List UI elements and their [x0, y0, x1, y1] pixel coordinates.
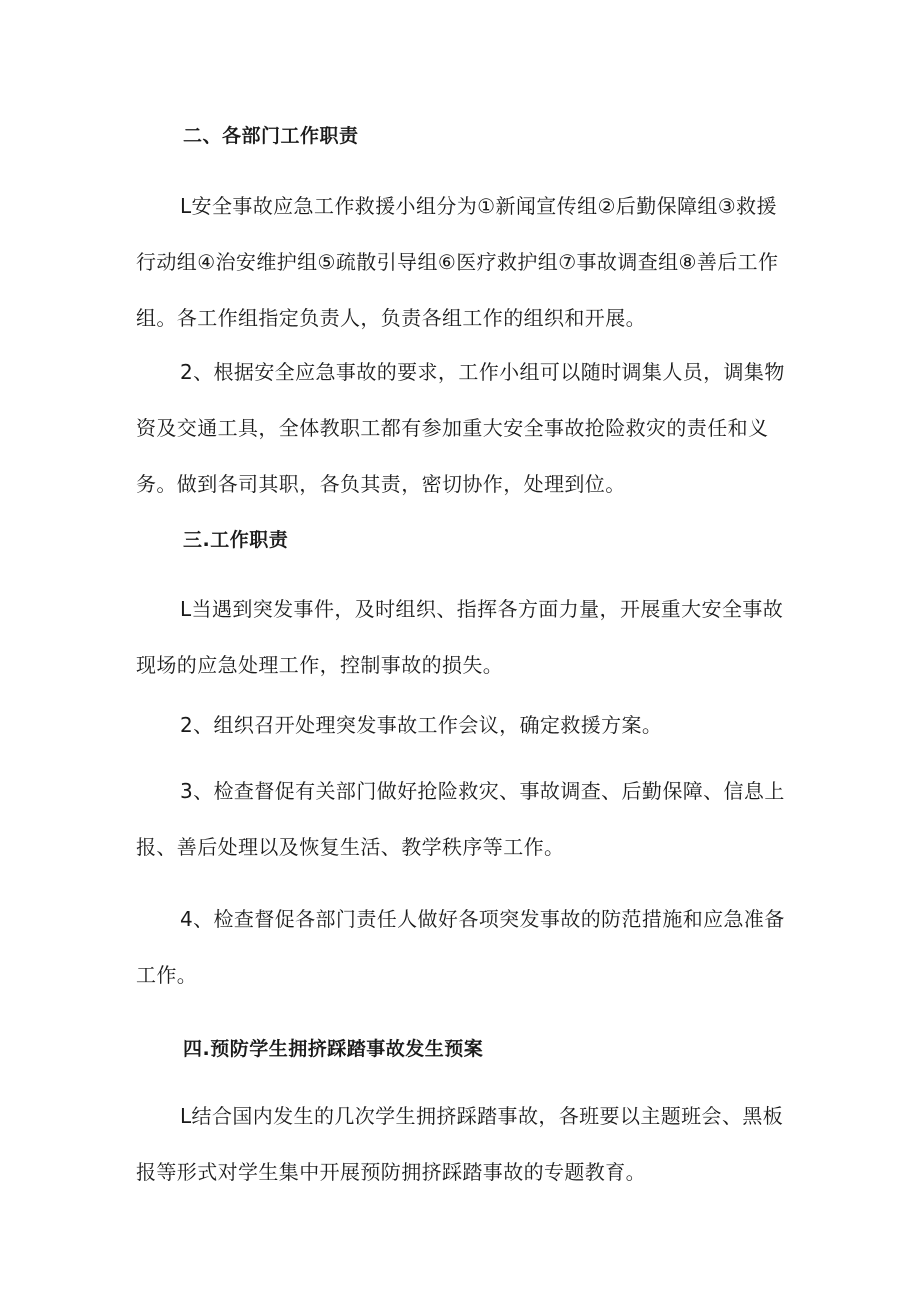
- section-heading-responsibilities: 二、各部门工作职责: [183, 125, 359, 147]
- paragraph-meeting: 2、组织召开处理突发事故工作会议，确定救援方案。: [180, 713, 663, 737]
- paragraph-mobilize-resources: 2、根据安全应急事故的要求，工作小组可以随时调集人员，调集物资及交通工具，全体教职工都有参加重大安全事故抢险救灾的责任和义务。做到各司其职，各负其责，密切协作，处理到位。: [136, 360, 785, 496]
- paragraph-emergency-command: L当遇到突发事件，及时组织、指挥各方面力量，开展重大安全事故现场的应急处理工作，控制事故的损失。: [136, 597, 784, 677]
- paragraph-rescue-groups: L安全事故应急工作救援小组分为①新闻宣传组②后勤保障组③救援行动组④治安维护组⑤疏散引导组⑥医疗救护组⑦事故调查组⑧善后工作组。各工作组指定负责人，负责各组工作的组织和开展。: [136, 194, 779, 330]
- paragraph-prevention-measures: 4、检查督促各部门责任人做好各项突发事故的防范措施和应急准备工作。: [136, 907, 785, 987]
- section-heading-stampede-plan: 四.预防学生拥挤踩踏事故发生预案: [183, 1038, 484, 1060]
- paragraph-supervise-departments: 3、检查督促有关部门做好抢险救灾、事故调查、后勤保障、信息上报、善后处理以及恢复生活、教学秩序等工作。: [136, 779, 785, 859]
- section-heading-duties: 三.工作职责: [183, 529, 289, 551]
- paragraph-stampede-education: L结合国内发生的几次学生拥挤踩踏事故，各班要以主题班会、黑板报等形式对学生集中开展预防拥挤踩踏事故的专题教育。: [136, 1104, 784, 1184]
